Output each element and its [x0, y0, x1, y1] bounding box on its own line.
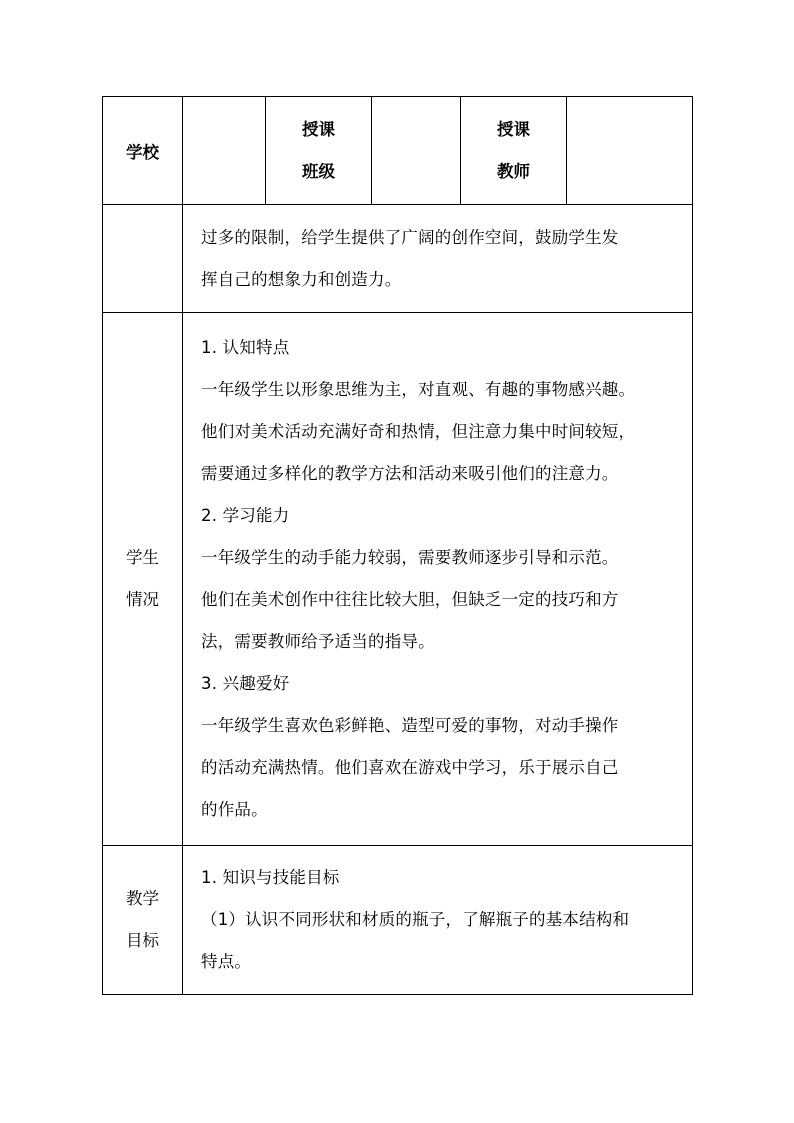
class-label-cell — [266, 97, 372, 205]
school-label: 学校 — [126, 142, 159, 162]
content-line: 一年级学生的动手能力较弱，需要教师逐步引导和示范。 — [201, 548, 619, 567]
content-line: 的活动充满热情。他们喜欢在游戏中学习，乐于展示自己 — [201, 758, 619, 777]
content-line: 过多的限制，给学生提供了广阔的创作空间，鼓励学生发 — [201, 227, 619, 247]
teacher-label-line1: 授课 — [497, 119, 530, 139]
teacher-label-line2: 教师 — [497, 161, 530, 181]
student-situation-label-line1: 学生 — [126, 548, 159, 567]
school-label-cell — [103, 97, 183, 205]
teaching-goals-label-line1: 教学 — [126, 889, 159, 908]
class-value-cell — [372, 97, 461, 205]
section-heading: 1. 知识与技能目标 — [201, 868, 340, 887]
lesson-plan-table — [102, 96, 693, 995]
content-line: 特点。 — [201, 952, 252, 971]
content-line: 他们在美术创作中往往比较大胆，但缺乏一定的技巧和方 — [201, 590, 619, 609]
teaching-goals-label-cell — [103, 846, 183, 995]
teaching-goals-row — [103, 846, 693, 995]
class-label-line2: 班级 — [302, 161, 335, 181]
content-line: 他们对美术活动充满好奇和热情，但注意力集中时间较短， — [201, 422, 636, 441]
content-line: （1）认识不同形状和材质的瓶子，了解瓶子的基本结构和 — [201, 910, 630, 929]
student-situation-content — [183, 313, 693, 846]
class-label-line1: 授课 — [302, 119, 335, 139]
content-line: 需要通过多样化的教学方法和活动来吸引他们的注意力。 — [201, 464, 619, 483]
content-line: 一年级学生喜欢色彩鲜艳、造型可爱的事物，对动手操作 — [201, 716, 619, 735]
teacher-label-cell — [461, 97, 567, 205]
continuation-content — [183, 205, 693, 313]
teaching-goals-content — [183, 846, 693, 995]
section-heading: 3. 兴趣爱好 — [201, 674, 290, 693]
section-heading: 1. 认知特点 — [201, 338, 290, 357]
student-situation-label-cell — [103, 313, 183, 846]
content-line: 挥自己的想象力和创造力。 — [201, 269, 402, 289]
content-line: 的作品。 — [201, 800, 268, 819]
content-line: 法，需要教师给予适当的指导。 — [201, 632, 435, 651]
continuation-label-cell — [103, 205, 183, 313]
school-value-cell — [183, 97, 266, 205]
teacher-value-cell — [567, 97, 693, 205]
teaching-goals-label-line2: 目标 — [126, 931, 159, 950]
content-line: 一年级学生以形象思维为主，对直观、有趣的事物感兴趣。 — [201, 380, 636, 399]
student-situation-row — [103, 313, 693, 846]
section-heading: 2. 学习能力 — [201, 506, 290, 525]
header-row — [103, 97, 693, 205]
continuation-row — [103, 205, 693, 313]
student-situation-label-line2: 情况 — [126, 590, 159, 609]
